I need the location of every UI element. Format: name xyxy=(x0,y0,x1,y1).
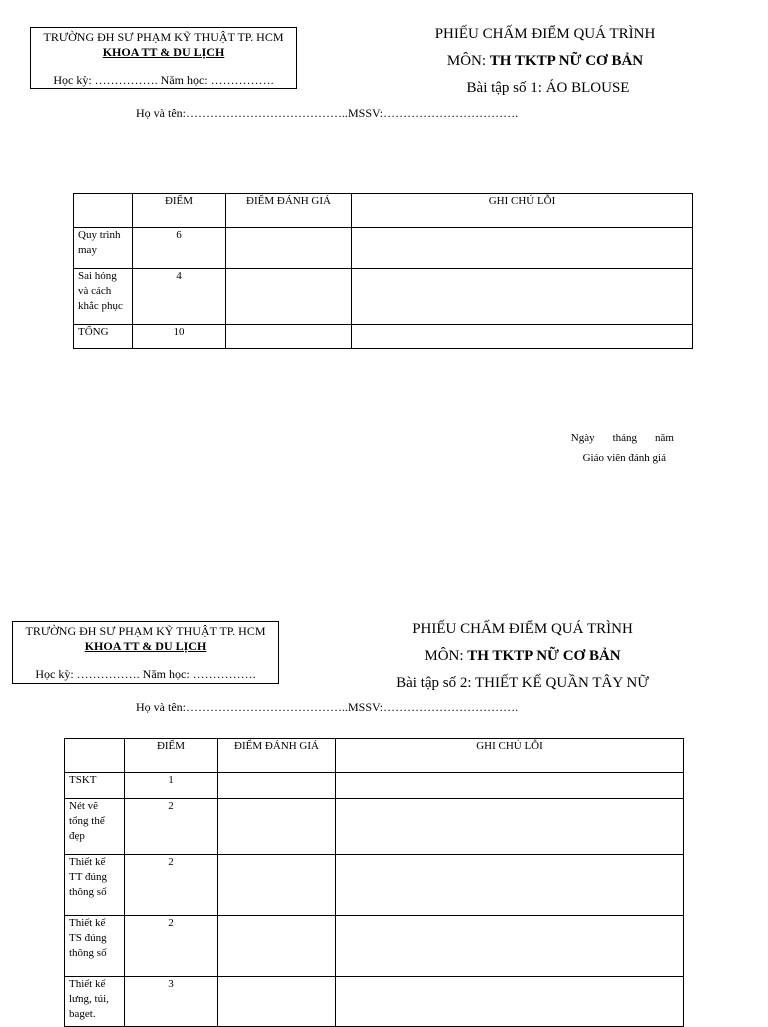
student-name-mssv-line: Họ và tên:…………………………………..MSSV:……………………………. xyxy=(136,700,519,714)
subject-line xyxy=(355,643,690,670)
points-cell: 1 xyxy=(125,773,218,799)
sheet-title xyxy=(380,21,710,102)
error-notes-cell[interactable] xyxy=(336,977,684,1027)
subject-prefix: MÔN: xyxy=(424,648,468,664)
table-header-row xyxy=(74,194,693,228)
header-evaluation: ĐIỂM ĐÁNH GIÁ xyxy=(218,739,336,773)
table-row xyxy=(74,228,693,269)
department-name: KHOA TT & DU LỊCH xyxy=(102,45,225,59)
header-error-notes: GHI CHÚ LỖI xyxy=(336,739,684,773)
error-notes-cell[interactable] xyxy=(336,773,684,799)
form-title: PHIẾU CHẤM ĐIỂM QUÁ TRÌNH xyxy=(434,26,656,42)
evaluation-cell[interactable] xyxy=(226,269,352,325)
date-year-label: năm xyxy=(655,432,674,444)
error-notes-cell[interactable] xyxy=(336,855,684,916)
table-row xyxy=(65,855,684,916)
evaluation-cell[interactable] xyxy=(218,855,336,916)
school-name: TRƯỜNG ĐH SƯ PHẠM KỸ THUẬT TP. HCM xyxy=(25,624,266,638)
student-name-mssv-line: Họ và tên:…………………………………..MSSV:……………………………. xyxy=(136,106,519,120)
criterion-cell: Quy trình may xyxy=(74,228,133,269)
evaluation-cell[interactable] xyxy=(218,773,336,799)
form-title: PHIẾU CHẤM ĐIỂM QUÁ TRÌNH xyxy=(412,621,633,637)
error-notes-cell[interactable] xyxy=(336,916,684,977)
header-criterion xyxy=(65,739,125,773)
evaluation-cell[interactable] xyxy=(226,228,352,269)
assignment-title: Bài tập số 2: THIẾT KẾ QUẦN TÂY NỮ xyxy=(396,675,649,691)
school-name: TRƯỜNG ĐH SƯ PHẠM KỸ THUẬT TP. HCM xyxy=(43,30,284,44)
error-notes-cell[interactable] xyxy=(352,325,693,349)
criterion-cell: TSKT xyxy=(65,773,125,799)
date-day-label: Ngày xyxy=(570,432,595,444)
table-row xyxy=(74,269,693,325)
error-notes-cell[interactable] xyxy=(336,799,684,855)
term-year-line: Học kỳ: ……………. Năm học: ……………. xyxy=(53,73,274,87)
school-header-box xyxy=(12,621,279,684)
subject-line xyxy=(380,48,710,75)
header-points: ĐIỂM xyxy=(125,739,218,773)
points-cell: 10 xyxy=(133,325,226,349)
grading-table xyxy=(73,193,693,349)
points-cell: 2 xyxy=(125,916,218,977)
points-cell: 2 xyxy=(125,855,218,916)
table-row xyxy=(65,773,684,799)
criterion-cell: Nét vẽ tổng thể đẹp xyxy=(65,799,125,855)
signer-label: Giáo viên đánh giá xyxy=(582,452,666,464)
subject-name: TH TKTP NỮ CƠ BẢN xyxy=(467,648,621,664)
subject-prefix: MÔN: xyxy=(446,53,490,69)
evaluation-cell[interactable] xyxy=(218,916,336,977)
sheet-title xyxy=(355,616,690,697)
evaluation-cell[interactable] xyxy=(218,977,336,1027)
header-evaluation: ĐIỂM ĐÁNH GIÁ xyxy=(226,194,352,228)
header-criterion xyxy=(74,194,133,228)
criterion-cell: Thiết kế lưng, túi, baget. xyxy=(65,977,125,1027)
points-cell: 2 xyxy=(125,799,218,855)
subject-name: TH TKTP NỮ CƠ BẢN xyxy=(489,53,644,69)
school-header-box xyxy=(30,27,297,89)
term-year-line: Học kỳ: ……………. Năm học: ……………. xyxy=(35,667,256,681)
points-cell: 4 xyxy=(133,269,226,325)
points-cell: 3 xyxy=(125,977,218,1027)
grading-table xyxy=(64,738,684,1027)
table-total-row xyxy=(74,325,693,349)
criterion-cell: Thiết kế TT đúng thông số xyxy=(65,855,125,916)
table-header-row xyxy=(65,739,684,773)
department-name: KHOA TT & DU LỊCH xyxy=(84,639,207,653)
assignment-title: Bài tập số 1: ÁO BLOUSE xyxy=(466,80,630,96)
error-notes-cell[interactable] xyxy=(352,269,693,325)
table-row xyxy=(65,916,684,977)
evaluation-cell[interactable] xyxy=(226,325,352,349)
header-points: ĐIỂM xyxy=(133,194,226,228)
error-notes-cell[interactable] xyxy=(352,228,693,269)
signature-block xyxy=(520,428,674,468)
evaluation-cell[interactable] xyxy=(218,799,336,855)
points-cell: 6 xyxy=(133,228,226,269)
criterion-cell: Thiết kế TS đúng thông số xyxy=(65,916,125,977)
header-error-notes: GHI CHÚ LỖI xyxy=(352,194,693,228)
criterion-cell: TỔNG xyxy=(74,325,133,349)
table-row xyxy=(65,977,684,1027)
date-month-label: tháng xyxy=(612,432,638,444)
criterion-cell: Sai hỏng và cách khắc phục xyxy=(74,269,133,325)
table-row xyxy=(65,799,684,855)
date-line xyxy=(520,428,674,448)
